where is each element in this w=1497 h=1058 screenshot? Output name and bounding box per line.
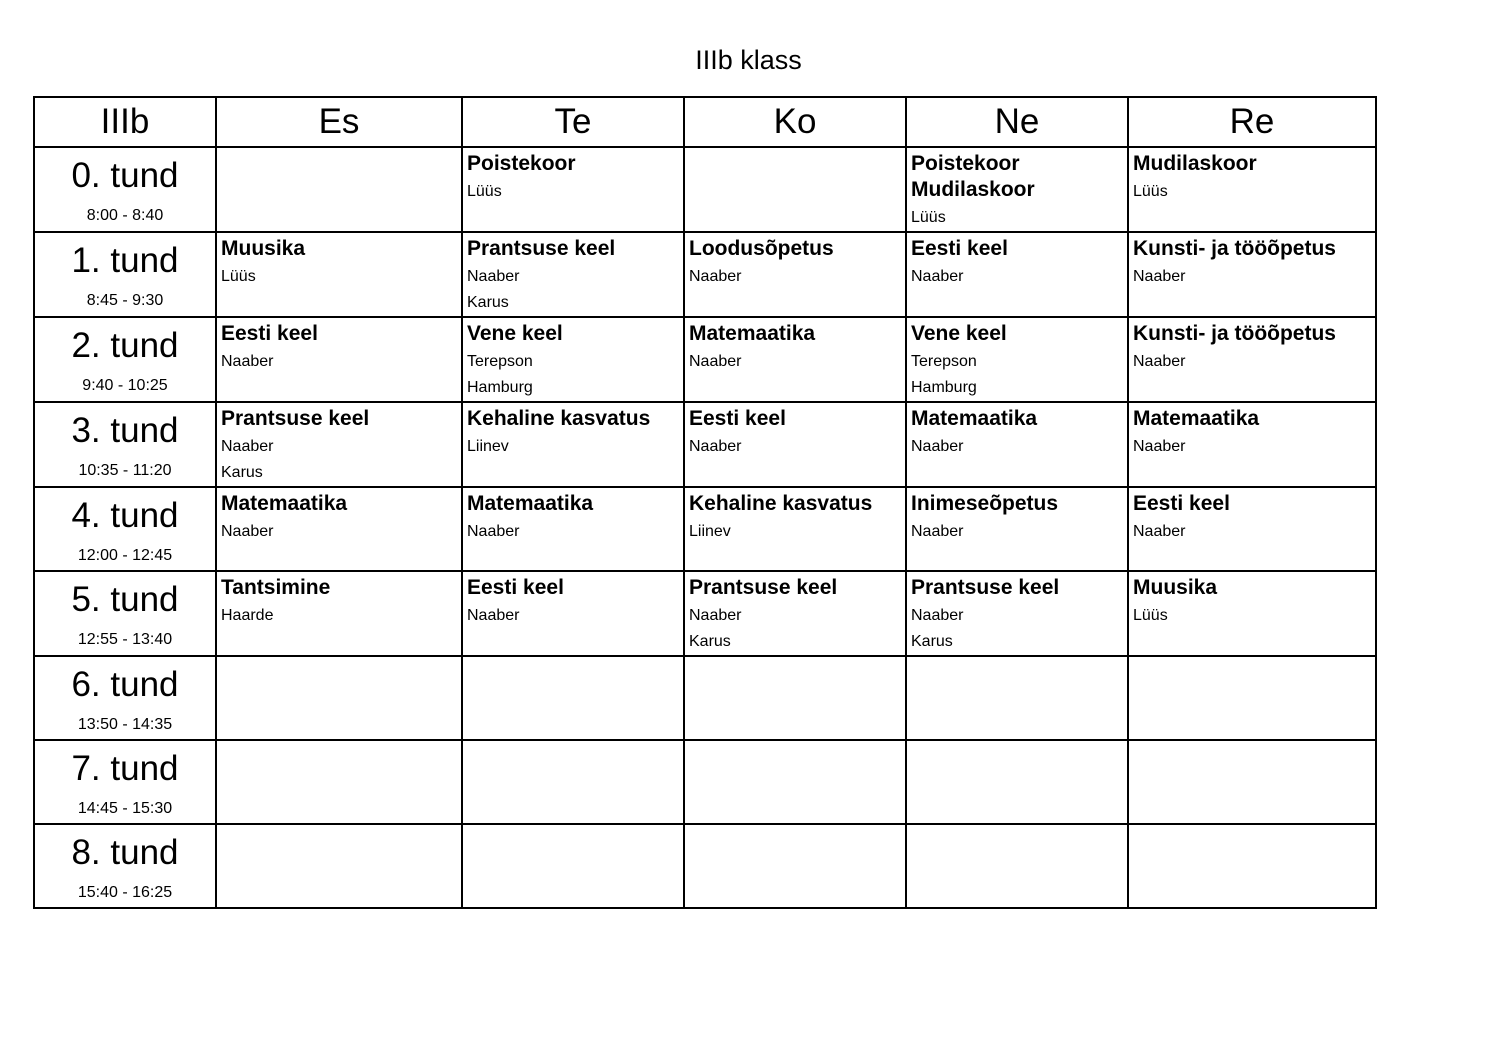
lesson-subject: Matemaatika	[1133, 407, 1260, 430]
lesson-teacher: Karus	[467, 294, 509, 311]
lesson-teacher: Naaber	[221, 353, 274, 370]
lesson	[463, 403, 683, 460]
lesson-cell-re	[1128, 740, 1376, 824]
lesson-teacher: Naaber	[1133, 353, 1186, 370]
period-cell	[34, 571, 216, 656]
lesson-teacher: Karus	[221, 464, 263, 481]
lesson-cell-re	[1128, 571, 1376, 656]
lesson-cell-ne	[906, 824, 1128, 908]
lesson-cell-re	[1128, 824, 1376, 908]
period-cell	[34, 656, 216, 740]
period-time: 12:00 - 12:45	[77, 547, 173, 564]
lesson-cell-ko	[684, 147, 906, 232]
lesson-cell-te	[462, 402, 684, 487]
lesson-teacher: Lüüs	[911, 209, 946, 226]
lesson-cell-re	[1128, 317, 1376, 402]
lesson-subject: Prantsuse keel	[911, 576, 1060, 599]
lesson	[685, 403, 905, 460]
lesson-teacher: Haarde	[221, 607, 274, 624]
period-row	[34, 571, 1376, 656]
lesson-teacher: Naaber	[689, 353, 742, 370]
period-name: 5. tund	[71, 580, 179, 619]
lesson-cell-re	[1128, 147, 1376, 232]
lesson-subject: Matemaatika	[467, 492, 594, 515]
lesson	[685, 572, 905, 655]
header-day-te: Te	[462, 97, 684, 147]
lesson-teacher: Lüüs	[467, 183, 502, 200]
lesson-teacher: Naaber	[911, 438, 964, 455]
lesson-cell-ko	[684, 824, 906, 908]
lesson	[463, 488, 683, 545]
lesson	[463, 318, 683, 401]
period-cell	[34, 232, 216, 317]
lesson	[1129, 233, 1375, 290]
lesson-subject: Prantsuse keel	[467, 237, 616, 260]
header-day-re: Re	[1128, 97, 1376, 147]
lesson	[907, 148, 1127, 231]
lesson-teacher: Terepson	[467, 353, 533, 370]
lesson-subject: Muusika	[1133, 576, 1218, 599]
page-title: IIIb klass	[695, 45, 802, 75]
lesson-teacher: Karus	[689, 633, 731, 650]
lesson-teacher: Lüüs	[1133, 607, 1168, 624]
lesson-teacher: Naaber	[1133, 438, 1186, 455]
lesson	[907, 572, 1127, 655]
lesson-subject: Vene keel	[467, 322, 563, 345]
lesson-teacher: Terepson	[911, 353, 977, 370]
lesson-subject: Vene keel	[911, 322, 1007, 345]
period-time: 15:40 - 16:25	[77, 884, 173, 901]
header-class: IIIb	[34, 97, 216, 147]
lesson-subject: Loodusõpetus	[689, 237, 834, 260]
lesson-cell-es	[216, 317, 462, 402]
lesson-teacher: Liinev	[689, 523, 731, 540]
lesson-subject: Eesti keel	[221, 322, 318, 345]
lesson-teacher: Karus	[911, 633, 953, 650]
period-row	[34, 656, 1376, 740]
lesson	[907, 318, 1127, 401]
lesson-cell-ko	[684, 656, 906, 740]
lesson-subject: Eesti keel	[467, 576, 564, 599]
lesson	[463, 572, 683, 629]
period-time: 14:45 - 15:30	[77, 800, 173, 817]
lesson-cell-es	[216, 656, 462, 740]
lesson-cell-ne	[906, 232, 1128, 317]
period-name: 0. tund	[71, 156, 179, 195]
lesson-cell-ko	[684, 571, 906, 656]
period-time: 10:35 - 11:20	[78, 462, 172, 479]
lesson	[1129, 488, 1375, 545]
lesson	[1129, 318, 1375, 375]
period-row	[34, 317, 1376, 402]
lesson-cell-es	[216, 232, 462, 317]
lesson-cell-te	[462, 824, 684, 908]
lesson	[907, 488, 1127, 545]
period-row	[34, 402, 1376, 487]
header-day-es: Es	[216, 97, 462, 147]
lesson-cell-re	[1128, 656, 1376, 740]
lesson-subject: Kehaline kasvatus	[467, 407, 651, 430]
lesson-cell-te	[462, 147, 684, 232]
period-name: 6. tund	[71, 665, 179, 704]
lesson-cell-es	[216, 740, 462, 824]
lesson-teacher: Lüüs	[1133, 183, 1168, 200]
lesson-cell-ko	[684, 317, 906, 402]
lesson	[217, 318, 461, 375]
header-day-ko: Ko	[684, 97, 906, 147]
lesson-teacher: Naaber	[221, 523, 274, 540]
lesson-cell-re	[1128, 402, 1376, 487]
period-name: 8. tund	[71, 833, 179, 872]
lesson-cell-te	[462, 317, 684, 402]
lesson-cell-ne	[906, 402, 1128, 487]
lesson-subject: Prantsuse keel	[221, 407, 370, 430]
lesson-teacher: Liinev	[467, 438, 509, 455]
lesson-cell-re	[1128, 232, 1376, 317]
lesson-subject: Inimeseõpetus	[911, 492, 1059, 515]
lesson-teacher: Naaber	[467, 607, 520, 624]
lesson-cell-te	[462, 487, 684, 571]
lesson-teacher: Naaber	[911, 523, 964, 540]
header-day-ne: Ne	[906, 97, 1128, 147]
period-row	[34, 740, 1376, 824]
period-time: 8:00 - 8:40	[86, 207, 164, 224]
lesson-cell-es	[216, 571, 462, 656]
lesson-cell-ko	[684, 402, 906, 487]
lesson-teacher: Naaber	[467, 268, 520, 285]
lesson	[1129, 148, 1375, 205]
period-time: 9:40 - 10:25	[82, 377, 168, 394]
lesson-teacher: Naaber	[911, 607, 964, 624]
lesson-cell-ne	[906, 740, 1128, 824]
lesson-subject: Poistekoor	[911, 152, 1020, 175]
lesson-teacher: Hamburg	[467, 379, 533, 396]
lesson-subject: Muusika	[221, 237, 306, 260]
period-row	[34, 824, 1376, 908]
lesson-subject: Mudilaskoor	[911, 178, 1035, 201]
period-row	[34, 487, 1376, 571]
period-cell	[34, 402, 216, 487]
lesson-cell-te	[462, 656, 684, 740]
lesson	[1129, 403, 1375, 460]
lesson	[217, 233, 461, 290]
period-name: 3. tund	[71, 411, 179, 450]
lesson-cell-ko	[684, 232, 906, 317]
header-row	[34, 97, 1376, 147]
lesson-subject: Tantsimine	[221, 576, 331, 599]
lesson-subject: Matemaatika	[221, 492, 348, 515]
lesson-teacher: Naaber	[1133, 523, 1186, 540]
period-row	[34, 232, 1376, 317]
lesson	[685, 233, 905, 290]
lesson-cell-es	[216, 487, 462, 571]
lesson-subject: Mudilaskoor	[1133, 152, 1257, 175]
lesson-cell-ko	[684, 487, 906, 571]
lesson-cell-es	[216, 402, 462, 487]
lesson-teacher: Hamburg	[911, 379, 977, 396]
lesson-cell-ne	[906, 147, 1128, 232]
lesson	[217, 488, 461, 545]
lesson-subject: Matemaatika	[911, 407, 1038, 430]
lesson-teacher: Naaber	[221, 438, 274, 455]
lesson-teacher: Naaber	[689, 268, 742, 285]
period-cell	[34, 147, 216, 232]
period-name: 2. tund	[71, 326, 179, 365]
timetable	[33, 96, 1377, 909]
lesson-teacher: Naaber	[911, 268, 964, 285]
lesson	[685, 318, 905, 375]
lesson-cell-ne	[906, 656, 1128, 740]
lesson-subject: Prantsuse keel	[689, 576, 838, 599]
lesson-cell-es	[216, 147, 462, 232]
lesson-teacher: Naaber	[689, 438, 742, 455]
period-name: 7. tund	[71, 749, 179, 788]
period-name: 1. tund	[71, 241, 179, 280]
lesson	[463, 233, 683, 316]
lesson-subject: Matemaatika	[689, 322, 816, 345]
lesson-teacher: Naaber	[689, 607, 742, 624]
lesson	[907, 403, 1127, 460]
lesson-cell-te	[462, 232, 684, 317]
lesson-subject: Poistekoor	[467, 152, 576, 175]
lesson-subject: Eesti keel	[689, 407, 786, 430]
lesson-cell-ne	[906, 487, 1128, 571]
timetable-body	[34, 147, 1376, 908]
lesson-cell-ko	[684, 740, 906, 824]
lesson-cell-re	[1128, 487, 1376, 571]
lesson	[907, 233, 1127, 290]
period-cell	[34, 487, 216, 571]
period-time: 8:45 - 9:30	[86, 292, 164, 309]
lesson-teacher: Naaber	[1133, 268, 1186, 285]
lesson	[463, 148, 683, 205]
lesson-cell-ne	[906, 571, 1128, 656]
lesson-cell-es	[216, 824, 462, 908]
lesson-cell-te	[462, 571, 684, 656]
lesson	[217, 403, 461, 486]
period-time: 12:55 - 13:40	[77, 631, 173, 648]
lesson	[217, 572, 461, 629]
period-time: 13:50 - 14:35	[77, 716, 173, 733]
lesson	[1129, 572, 1375, 629]
lesson-subject: Kunsti- ja tööõpetus	[1133, 322, 1336, 345]
lesson-teacher: Naaber	[467, 523, 520, 540]
lesson-subject: Kunsti- ja tööõpetus	[1133, 237, 1336, 260]
lesson-subject: Eesti keel	[911, 237, 1008, 260]
period-name: 4. tund	[71, 496, 179, 535]
lesson	[685, 488, 905, 545]
lesson-cell-te	[462, 740, 684, 824]
lesson-teacher: Lüüs	[221, 268, 256, 285]
lesson-subject: Kehaline kasvatus	[689, 492, 873, 515]
lesson-subject: Eesti keel	[1133, 492, 1230, 515]
period-cell	[34, 740, 216, 824]
period-cell	[34, 824, 216, 908]
period-cell	[34, 317, 216, 402]
lesson-cell-ne	[906, 317, 1128, 402]
period-row	[34, 147, 1376, 232]
